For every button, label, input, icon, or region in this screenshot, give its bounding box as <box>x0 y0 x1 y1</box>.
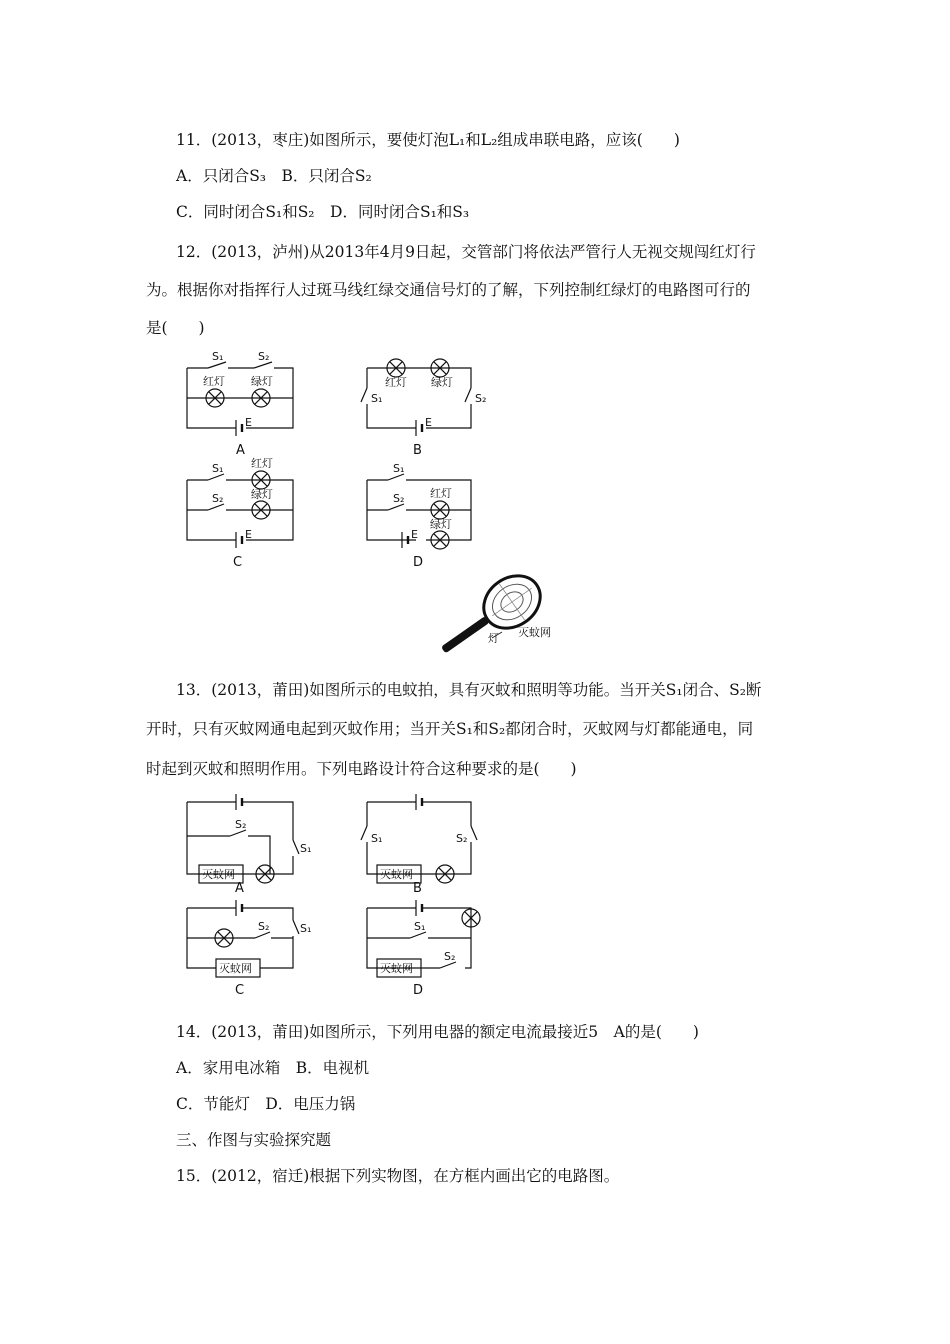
q12-circuit-c <box>187 456 293 570</box>
label-net: 灭蚊网 <box>219 962 252 975</box>
label-s1: S₁ <box>212 462 224 475</box>
section-3-heading: 三、作图与实验探究题 <box>176 1131 332 1149</box>
label-green-lamp: 绿灯 <box>251 488 273 501</box>
caption-b: B <box>413 443 422 458</box>
label-s2: S₂ <box>258 920 270 933</box>
q13-stem-line2: 开时，只有灭蚊网通电起到灭蚊作用；当开关S₁和S₂都闭合时，灭蚊网与灯都能通电，同 <box>146 720 754 738</box>
label-s1: S₁ <box>371 392 383 405</box>
q13-circuit-d <box>367 900 480 998</box>
label-s2: S₂ <box>393 492 405 505</box>
mosquito-swatter-illustration <box>430 572 570 668</box>
caption-d: D <box>413 555 424 570</box>
label-s1: S₁ <box>414 920 426 933</box>
q11-options-cd: C．同时闭合S₁和S₂ D．同时闭合S₁和S₃ <box>176 203 470 221</box>
caption-a: A <box>236 443 245 458</box>
label-battery: E <box>411 528 418 541</box>
q13-circuit-diagrams <box>0 790 950 1010</box>
caption-a: A <box>235 881 244 896</box>
label-battery: E <box>245 416 252 429</box>
q13-stem-line3: 时起到灭蚊和照明作用。下列电路设计符合这种要求的是( ) <box>146 760 577 778</box>
q14-stem: 14．(2013，莆田)如图所示，下列用电器的额定电流最接近5 A的是( ) <box>176 1023 699 1041</box>
label-green-lamp: 绿灯 <box>430 518 452 531</box>
label-red-lamp: 红灯 <box>203 375 225 388</box>
q12-circuit-diagrams <box>0 340 950 570</box>
label-red-lamp: 红灯 <box>430 487 452 500</box>
label-net: 灭蚊网 <box>380 962 413 975</box>
label-red-lamp: 红灯 <box>385 376 407 389</box>
caption-d: D <box>413 983 424 998</box>
label-battery: E <box>425 416 432 429</box>
q14-options-cd: C．节能灯 D．电压力锅 <box>176 1095 356 1113</box>
label-s2: S₂ <box>456 832 468 845</box>
q13-circuit-b <box>361 794 477 896</box>
q14-options-ab: A．家用电冰箱 B．电视机 <box>176 1059 370 1077</box>
q12-stem-line1: 12．(2013，泸州)从2013年4月9日起，交管部门将依法严管行人无视交规闯红灯行 <box>176 243 756 261</box>
q12-circuit-d <box>367 462 471 570</box>
q12-circuit-a <box>187 350 293 458</box>
label-s2: S₂ <box>235 818 247 831</box>
label-s2: S₂ <box>258 350 270 363</box>
label-red-lamp: 红灯 <box>251 457 273 470</box>
label-net: 灭蚊网 <box>518 626 551 639</box>
q11-options-ab: A．只闭合S₃ B．只闭合S₂ <box>176 167 372 185</box>
q13-circuit-a <box>187 794 311 896</box>
label-s1: S₁ <box>300 842 312 855</box>
label-lamp: 灯 <box>488 632 499 645</box>
label-s1: S₁ <box>300 922 312 935</box>
label-s2: S₂ <box>475 392 487 405</box>
caption-c: C <box>235 983 245 998</box>
caption-c: C <box>233 555 243 570</box>
q13-circuit-c <box>187 900 311 998</box>
label-net: 灭蚊网 <box>202 868 235 881</box>
label-s2: S₂ <box>212 492 224 505</box>
q15-stem: 15．(2012，宿迁)根据下列实物图，在方框内画出它的电路图。 <box>176 1167 620 1185</box>
label-s2: S₂ <box>444 950 456 963</box>
caption-b: B <box>413 881 422 896</box>
q11-stem: 11．(2013，枣庄)如图所示，要使灯泡L₁和L₂组成串联电路，应该( ) <box>176 131 680 149</box>
label-s1: S₁ <box>393 462 405 475</box>
label-s1: S₁ <box>371 832 383 845</box>
label-battery: E <box>245 528 252 541</box>
q12-stem-line2: 为。根据你对指挥行人过斑马线红绿交通信号灯的了解，下列控制红绿灯的电路图可行的 <box>146 281 751 299</box>
q12-circuit-b <box>361 359 486 458</box>
q13-stem-line1: 13．(2013，莆田)如图所示的电蚊拍，具有灭蚊和照明等功能。当开关S₁闭合、S₂断 <box>176 681 762 699</box>
label-green-lamp: 绿灯 <box>431 376 453 389</box>
q12-stem-line3: 是( ) <box>146 319 205 337</box>
label-s1: S₁ <box>212 350 224 363</box>
label-green-lamp: 绿灯 <box>251 375 273 388</box>
label-net: 灭蚊网 <box>380 868 413 881</box>
